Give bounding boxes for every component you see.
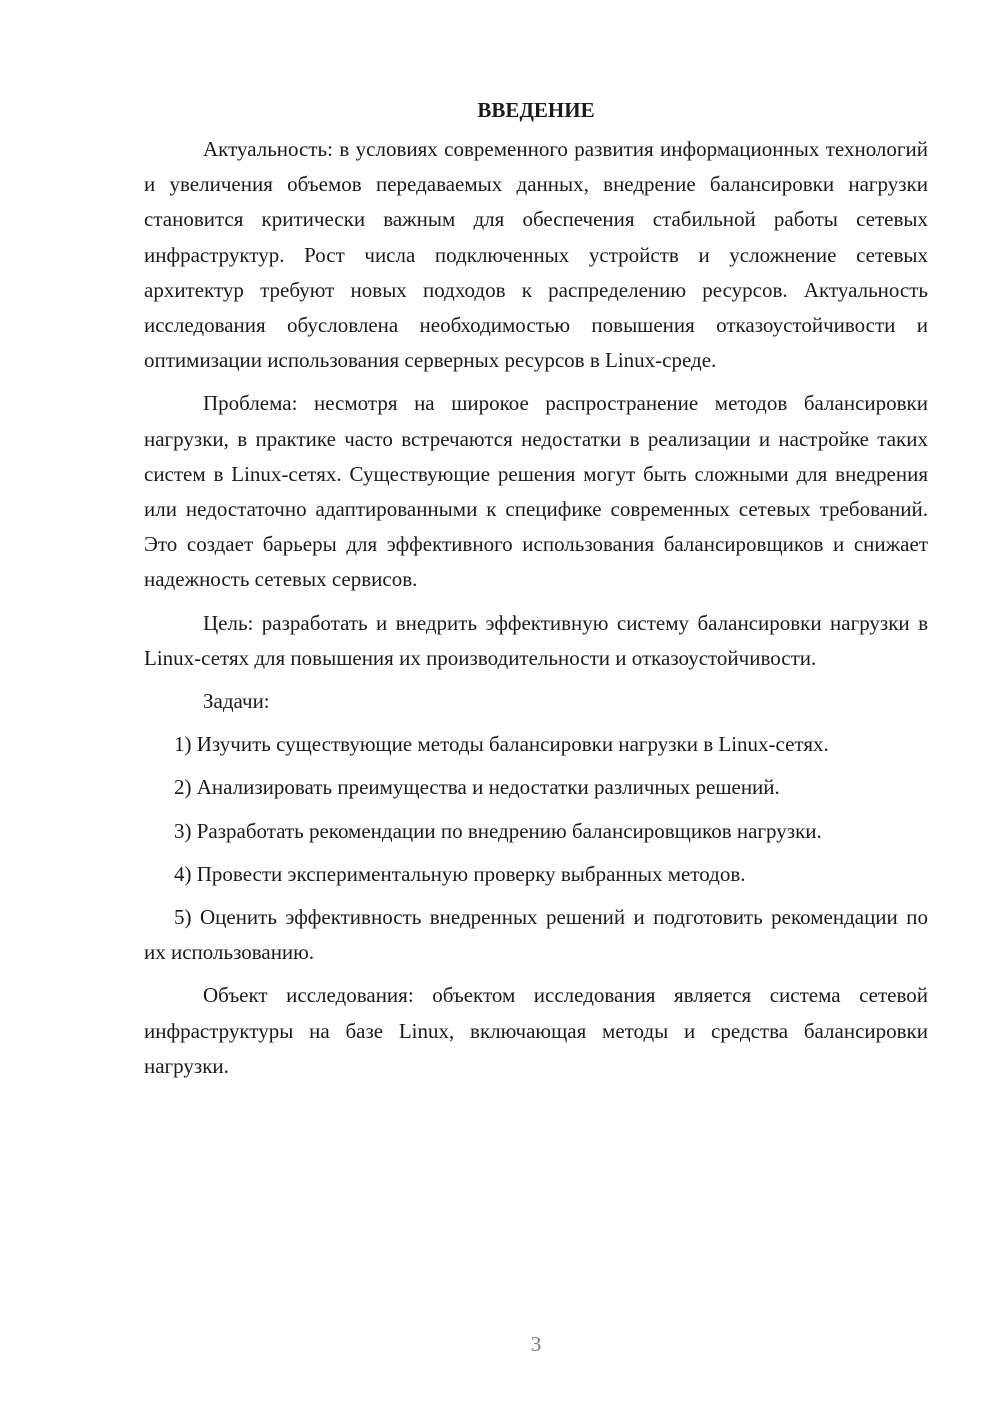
paragraph-problem: Проблема: несмотря на широкое распространение методов балансировки нагрузки, в практике часто встречаются недостатки в реализации и настройке таких систем в Linux-сетях. Существующие решения могут быть сложными для внедрения или недостаточно адаптированными к специфике современных сетевых требований. Это создает барьеры для эффективного использования балансировщиков и снижает надежность сетевых сервисов. (144, 391, 928, 592)
task-item: 5) Оценить эффективность внедренных решений и подготовить рекомендации по их использованию. (144, 905, 928, 965)
section-heading: ВВЕДЕНИЕ (477, 98, 595, 122)
page-number: 3 (530, 1332, 542, 1356)
tasks-label: Задачи: (203, 689, 270, 714)
paragraph-object: Объект исследования: объектом исследования является система сетевой инфраструктуры на базе Linux, включающая методы и средства балансировки нагрузки. (144, 983, 928, 1078)
task-item: 4) Провести экспериментальную проверку выбранных методов. (174, 861, 746, 886)
tasks-list (144, 727, 928, 970)
task-item: 3) Разработать рекомендации по внедрению балансировщиков нагрузки. (174, 818, 822, 843)
document-page (144, 96, 928, 1092)
paragraph-goal: Цель: разработать и внедрить эффективную систему балансировки нагрузки в Linux-сетях для повышения их производительности и отказоустойчивости. (144, 610, 928, 670)
task-item: 2) Анализировать преимущества и недостатки различных решений. (174, 775, 780, 800)
task-item: 1) Изучить существующие методы балансировки нагрузки в Linux-сетях. (174, 732, 829, 757)
paragraph-relevance: Актуальность: в условиях современного развития информационных технологий и увеличения объемов передаваемых данных, внедрение балансировки нагрузки становится критически важным для обеспечения стабильной работы сетевых инфраструктур. Рост числа подключенных устройств и усложнение сетевых архитектур требуют новых подходов к распределению ресурсов. Актуальность исследования обусловлена необходимостью повышения отказоустойчивости и оптимизации использования серверных ресурсов в Linux-среде. (144, 137, 928, 373)
